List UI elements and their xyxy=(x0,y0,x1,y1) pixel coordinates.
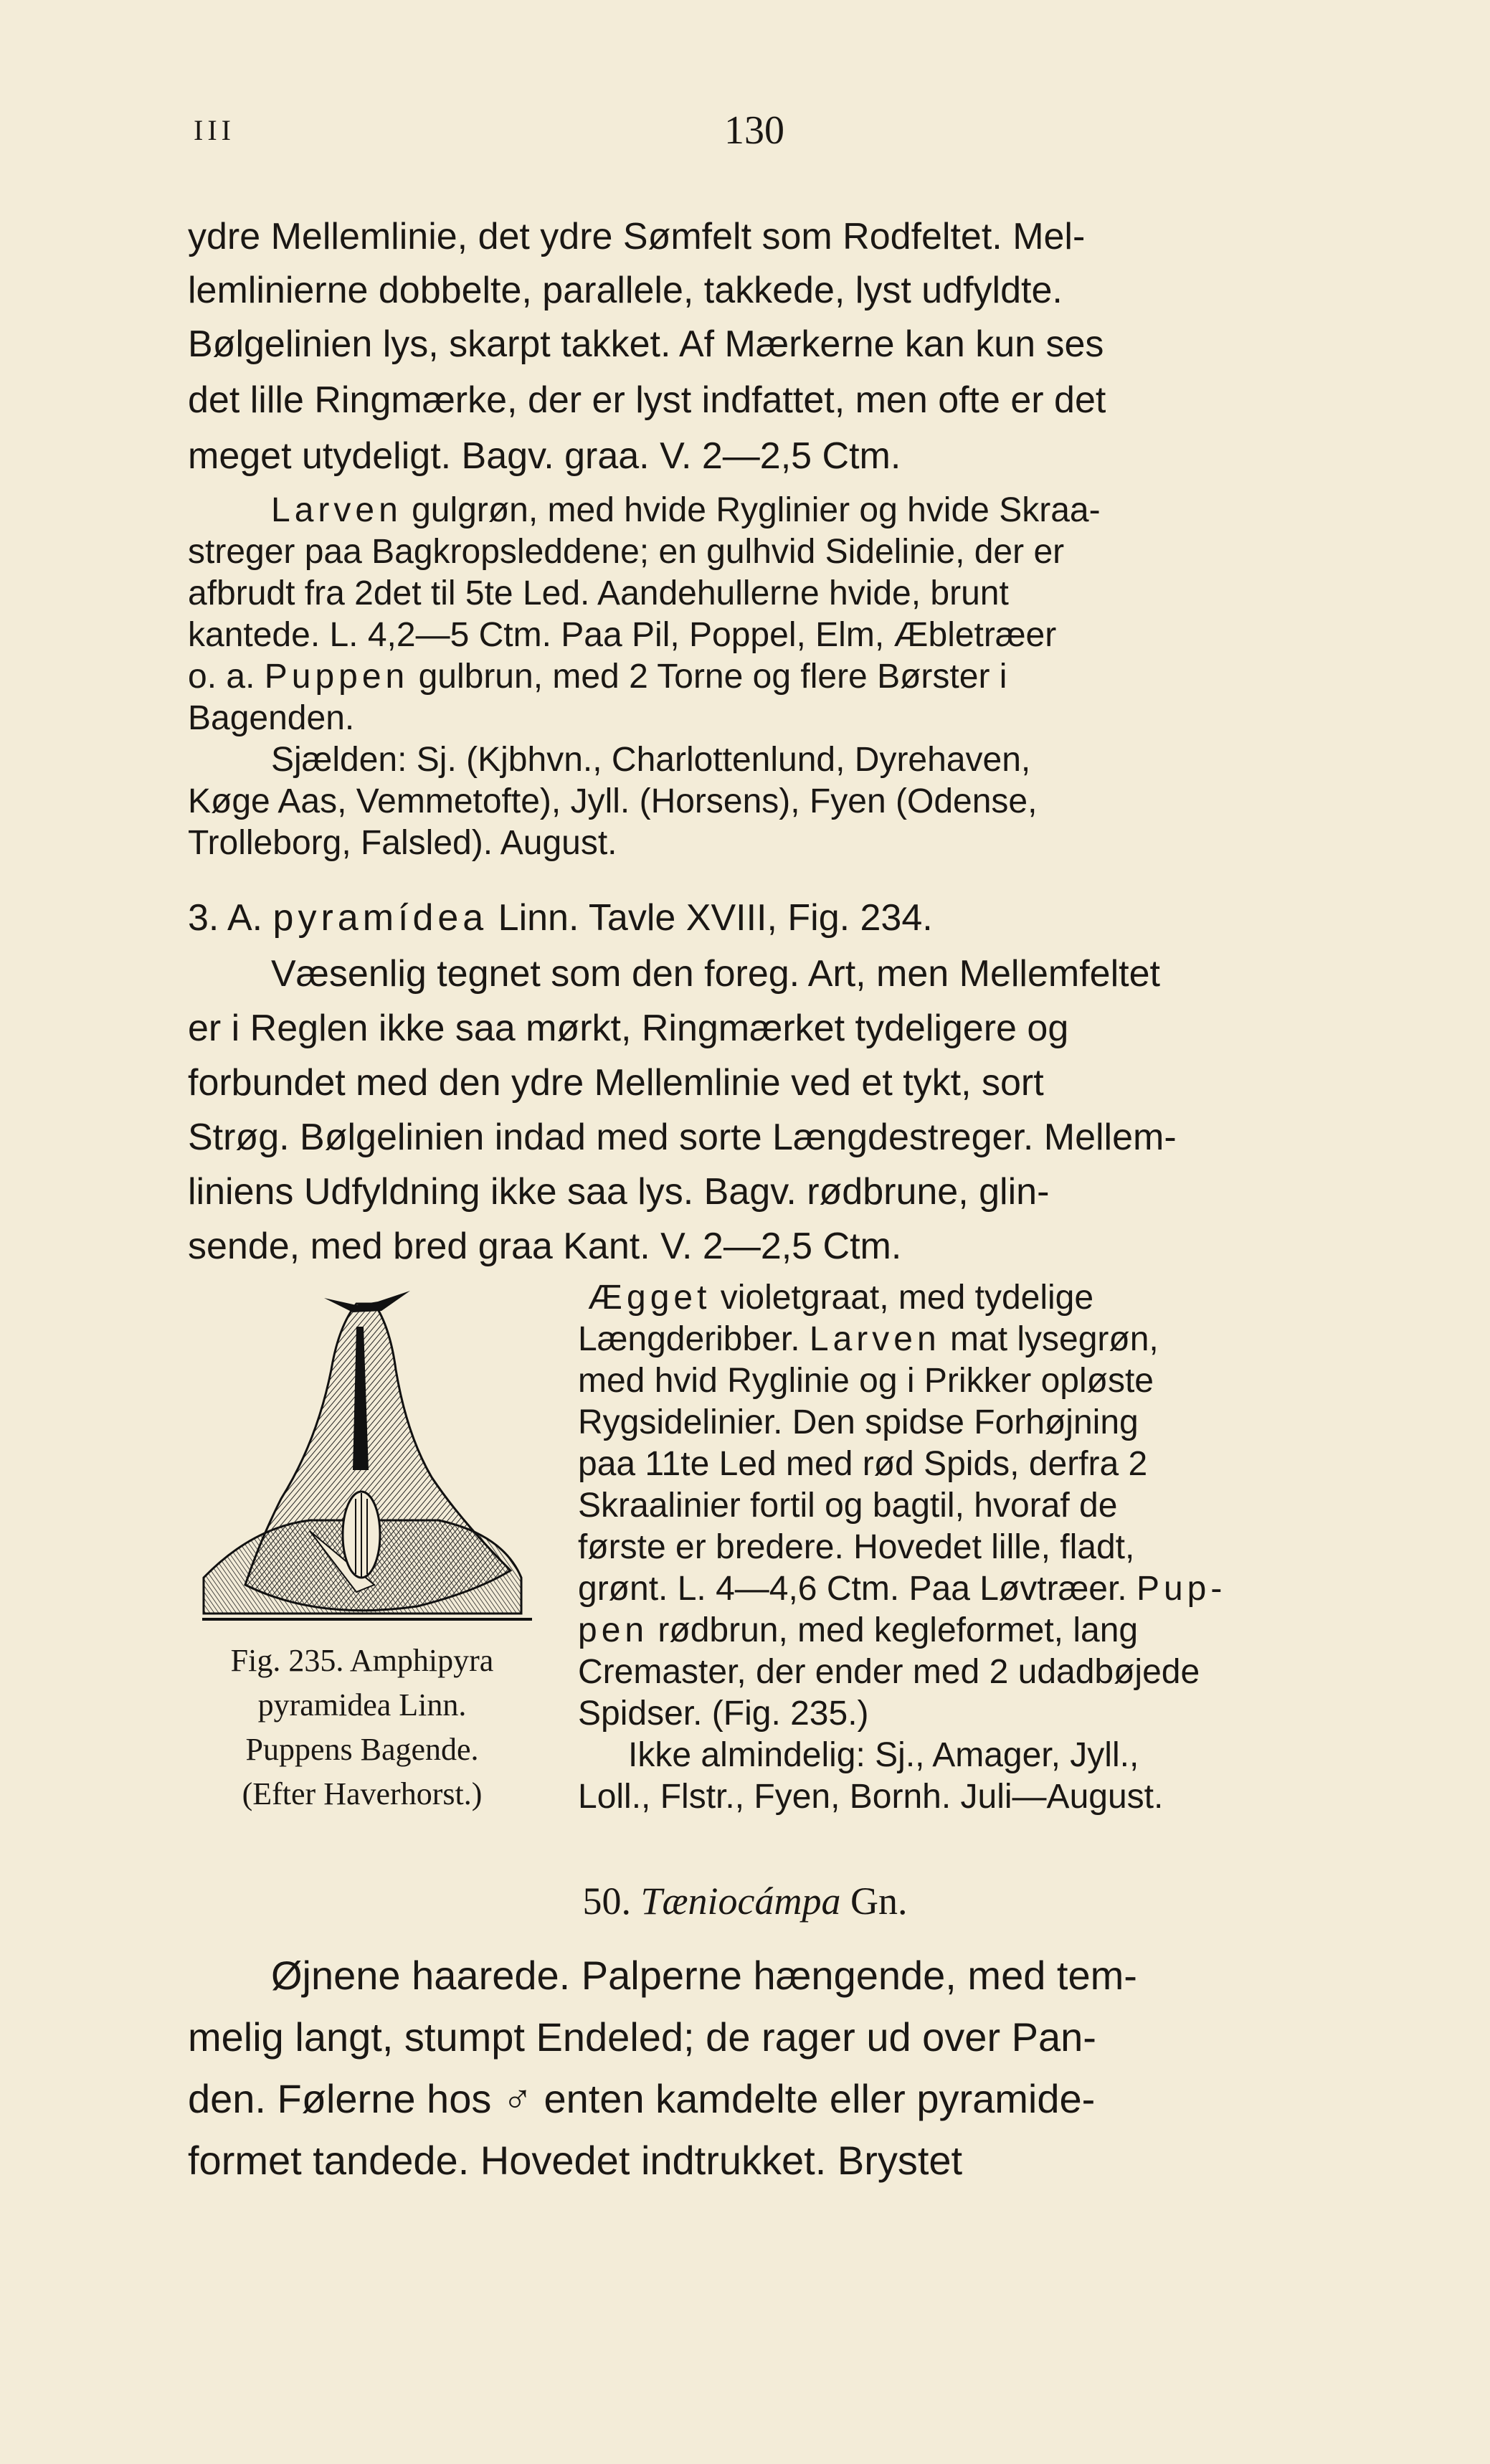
text-line: Bølgelinien lys, skarpt takket. Af Mærkerne kan kun ses xyxy=(188,323,1104,365)
text-line: o. a. Puppen gulbrun, med 2 Torne og flere Børster i xyxy=(188,658,1007,696)
text-line: liniens Udfyldning ikke saa lys. Bagv. rødbrune, glin- xyxy=(188,1171,1050,1213)
figure-caption-line: pyramidea Linn. xyxy=(257,1687,467,1723)
text-line: sende, med bred graa Kant. V. 2—2,5 Ctm. xyxy=(188,1226,902,1267)
figure-caption-line: Puppens Bagende. xyxy=(245,1732,479,1767)
pupa-label: Pup- xyxy=(1136,1570,1227,1608)
text-line: med hvid Ryglinie og i Prikker opløste xyxy=(578,1362,1154,1400)
text-line: Længderibber. Larven mat lysegrøn, xyxy=(578,1320,1159,1358)
text-line: pen rødbrun, med kegleformet, lang xyxy=(578,1611,1139,1649)
text-line: Larven gulgrøn, med hvide Ryglinier og hvide Skraa- xyxy=(271,491,1101,529)
genus-heading: 50. Tæniocámpa Gn. xyxy=(582,1880,908,1923)
text-line: lemlinierne dobbelte, parallele, takkede, lyst udfyldte. xyxy=(188,270,1063,311)
text-line: Ægget violetgraat, med tydelige xyxy=(578,1278,1345,1317)
signature-mark: III xyxy=(194,114,235,146)
figure-caption-line: Fig. 235. Amphipyra xyxy=(230,1643,494,1678)
larva-label: Larven xyxy=(271,491,402,529)
text-line: grønt. L. 4—4,6 Ctm. Paa Løvtræer. Pup- xyxy=(578,1570,1227,1608)
species-name: pyramídea xyxy=(272,897,488,939)
text-line: ydre Mellemlinie, det ydre Sømfelt som Rodfeltet. Mel- xyxy=(188,216,1086,257)
egg-label: Ægget xyxy=(588,1279,711,1317)
pupa-label: Puppen xyxy=(264,658,409,696)
pupa-illustration xyxy=(202,1284,539,1628)
text-line: den. Følerne hos ♂ enten kamdelte eller pyramide- xyxy=(188,2076,1096,2121)
page-number: 130 xyxy=(724,108,784,153)
genus-name: Tæniocámpa xyxy=(640,1880,841,1923)
text-line: streger paa Bagkropsleddene; en gulhvid Sidelinie, der er xyxy=(188,533,1065,571)
text-line: Strøg. Bølgelinien indad med sorte Længdestreger. Mellem- xyxy=(188,1117,1177,1158)
text-line: er i Reglen ikke saa mørkt, Ringmærket tydeligere og xyxy=(188,1008,1069,1049)
text-line: Bagenden. xyxy=(188,699,355,737)
text-line: Skraalinier fortil og bagtil, hvoraf de xyxy=(578,1487,1118,1525)
species-heading: 3. A. pyramídea Linn. Tavle XVIII, Fig. 234. xyxy=(188,897,933,939)
larva-label: Larven xyxy=(809,1320,941,1358)
text-line: Cremaster, der ender med 2 udadbøjede xyxy=(578,1653,1200,1691)
text-line: Spidser. (Fig. 235.) xyxy=(578,1695,869,1733)
text-line: Øjnene haarede. Palperne hængende, med tem- xyxy=(271,1953,1137,1998)
text-line: afbrudt fra 2det til 5te Led. Aandehullerne hvide, brunt xyxy=(188,574,1009,612)
text-line: formet tandede. Hovedet indtrukket. Brystet xyxy=(188,2138,963,2183)
rarity-label: Sjælden: xyxy=(271,741,407,779)
text-line: Væsenlig tegnet som den foreg. Art, men Mellemfeltet xyxy=(271,953,1160,995)
text-line: kantede. L. 4,2—5 Ctm. Paa Pil, Poppel, Elm, Æbletræer xyxy=(188,616,1057,654)
text-line: Ikke almindelig: Sj., Amager, Jyll., xyxy=(628,1736,1139,1774)
text-line: Trolleborg, Falsled). August. xyxy=(188,824,617,862)
text-line: det lille Ringmærke, der er lyst indfattet, men ofte er det xyxy=(188,379,1106,421)
text-line: Rygsidelinier. Den spidse Forhøjning xyxy=(578,1403,1139,1441)
figure-caption-line: (Efter Haverhorst.) xyxy=(242,1776,483,1811)
text-line: melig langt, stumpt Endeled; de rager ud over Pan- xyxy=(188,2014,1096,2060)
text-line: Sjælden: Sj. (Kjbhvn., Charlottenlund, Dyrehaven, xyxy=(271,741,1031,779)
pupa-cremaster-drawing xyxy=(202,1284,539,1628)
text-line: Loll., Flstr., Fyen, Bornh. Juli—August. xyxy=(578,1778,1164,1816)
text-line: meget utydeligt. Bagv. graa. V. 2—2,5 Ctm. xyxy=(188,435,901,477)
text-line: Køge Aas, Vemmetofte), Jyll. (Horsens), Fyen (Odense, xyxy=(188,782,1038,820)
text-line: forbundet med den ydre Mellemlinie ved et tykt, sort xyxy=(188,1062,1044,1104)
text-line: paa 11te Led med rød Spids, derfra 2 xyxy=(578,1445,1148,1483)
text-line: første er bredere. Hovedet lille, fladt, xyxy=(578,1528,1135,1566)
